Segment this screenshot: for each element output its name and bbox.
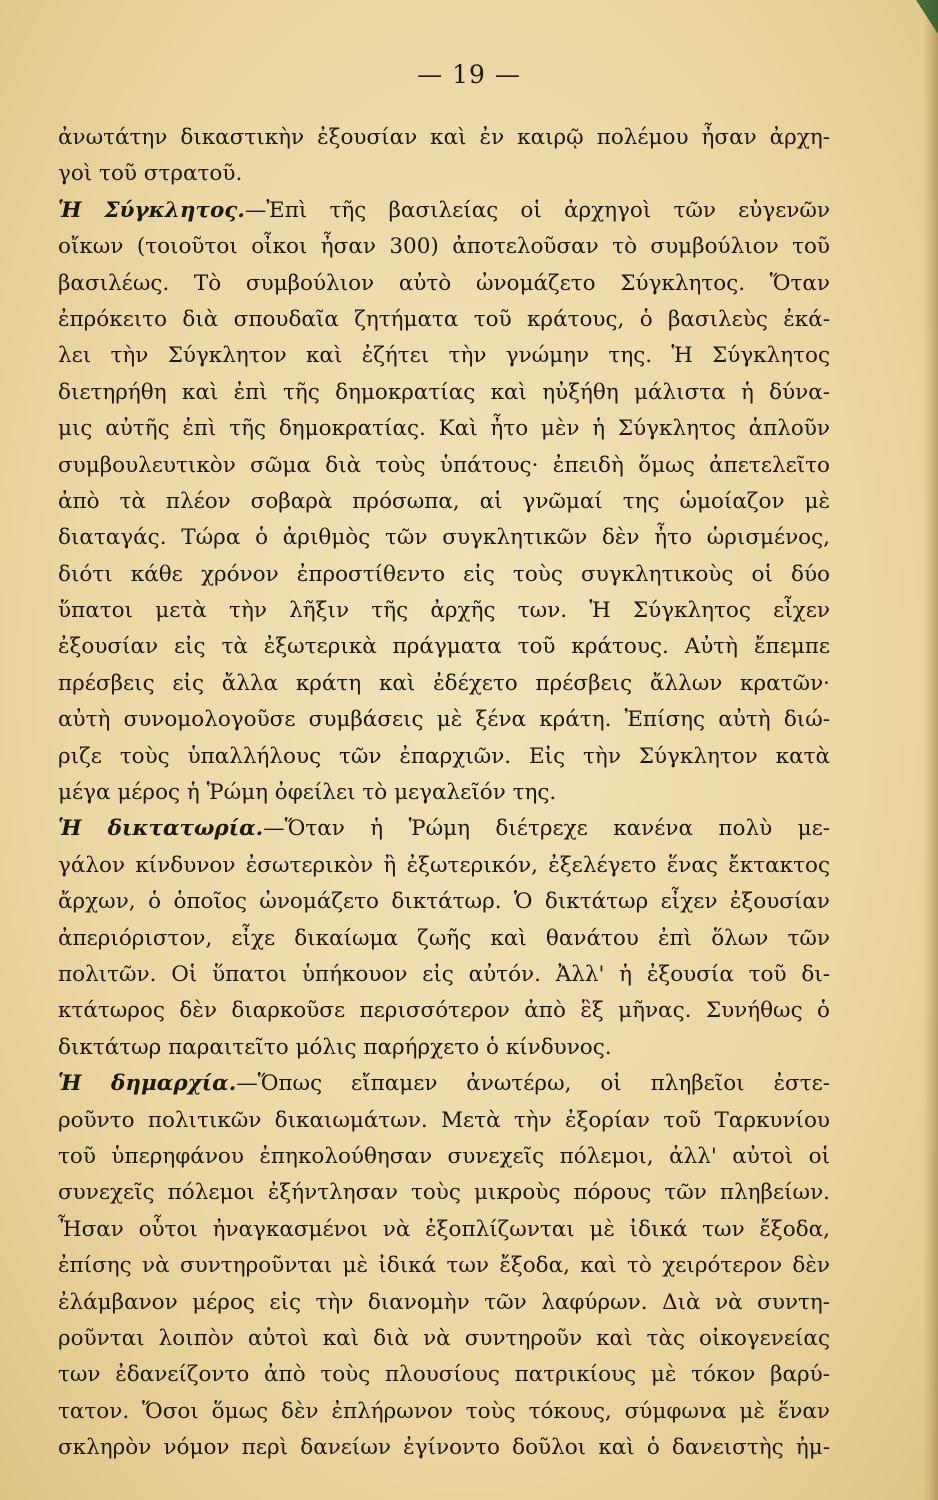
section-heading-dictatoria: Ἡ δικτατωρία. (58, 816, 264, 842)
text-line: ἀνωτάτην δικαστικὴν ἐξουσίαν καὶ ἐν καιρῷ πολέμου ἦσαν ἀρχη- (58, 125, 830, 150)
text-line-with-heading (58, 811, 830, 847)
text-line: ἐλάμβανον μέρος εἰς τὴν διανομὴν τῶν λαφύρων. Διὰ νὰ συντη- (58, 1289, 830, 1315)
text-line: ἀπὸ τὰ πλέον σοβαρὰ πρόσωπα, αἱ γνῶμαί της ὡμοίαζον μὲ (58, 488, 830, 514)
text-line: ροῦνται λοιπὸν αὐτοὶ καὶ διὰ νὰ συντηροῦν καὶ τὰς οἰκογενείας (58, 1325, 830, 1351)
text-line: συμβουλευτικὸν σῶμα διὰ τοὺς ὑπάτους· ἐπειδὴ ὅμως ἀπετελεῖτο (58, 452, 830, 478)
text-line: ἐξουσίαν εἰς τὰ ἐξωτερικὰ πράγματα τοῦ κράτους. Αὐτὴ ἔπεμπε (58, 634, 830, 660)
text-line: βασιλέως. Τὸ συμβούλιον αὐτὸ ὠνομάζετο Σύγκλητος. Ὅταν (58, 270, 830, 296)
text-line: ὕπατοι μετὰ τὴν λῆξιν τῆς ἀρχῆς των. Ἡ Σύγκλητος εἶχεν (58, 598, 830, 624)
text-line: σκληρὸν νόμον περὶ δανείων ἐγίνοντο δοῦλοι καὶ ὁ δανειστὴς ἠμ- (58, 1435, 830, 1461)
text-line: τατον. Ὅσοι ὅμως δὲν ἐπλήρωνον τοὺς τόκους, σύμφωνα μὲ ἕναν (58, 1398, 830, 1424)
corner-tab-mark (916, 0, 938, 34)
text-line: πρέσβεις εἰς ἄλλα κράτη καὶ ἐδέχετο πρέσβεις ἄλλων κρατῶν· (58, 670, 830, 696)
text-line: ροῦντο πολιτικῶν δικαιωμάτων. Μετὰ τὴν ἐξορίαν τοῦ Ταρκυνίου (58, 1107, 830, 1133)
text-line-with-heading (58, 1066, 830, 1102)
text-line: συνεχεῖς πόλεμοι ἐξήντλησαν τοὺς μικροὺς πόρους τῶν πληβείων. (58, 1180, 830, 1206)
text-line: των ἐδανείζοντο ἀπὸ τοὺς πλουσίους πατρικίους μὲ τόκον βαρύ- (58, 1362, 830, 1388)
page-edge-shadow (924, 0, 938, 1500)
text-line: δικτάτωρ παραιτεῖτο μόλις παρήρχετο ὁ κίνδυνος. (58, 1034, 612, 1060)
text-line: Ἦσαν οὗτοι ἠναγκασμένοι νὰ ἐξοπλίζωνται μὲ ἰδικά των ἔξοδα, (58, 1216, 830, 1242)
text-line: λει τὴν Σύγκλητον καὶ ἐζήτει τὴν γνώμην της. Ἡ Σύγκλητος (58, 343, 830, 369)
text-line: οἴκων (τοιοῦτοι οἶκοι ἦσαν 300) ἀποτελοῦσαν τὸ συμβούλιον τοῦ (58, 234, 830, 260)
text-line: ριζε τοὺς ὑπαλλήλους τῶν ἐπαρχιῶν. Εἰς τὴν Σύγκλητον κατὰ (58, 743, 830, 769)
text-line: ἀπεριόριστον, εἶχε δικαίωμα ζωῆς καὶ θανάτου ἐπὶ ὅλων τῶν (58, 925, 830, 951)
text-line: μις αὐτῆς ἐπὶ τῆς δημοκρατίας. Καὶ ἦτο μὲν ἡ Σύγκλητος ἁπλοῦν (58, 416, 830, 442)
text-line: ἐπίσης νὰ συντηροῦνται μὲ ἰδικά των ἔξοδα, καὶ τὸ χειρότερον δὲν (58, 1253, 830, 1279)
body-text (58, 120, 830, 1466)
text-line: κτάτωρος δὲν διαρκοῦσε περισσότερον ἀπὸ ἓξ μῆνας. Συνήθως ὁ (58, 998, 830, 1024)
text-line-with-heading (58, 193, 830, 229)
section-heading-dimarchia: Ἡ δημαρχία. (58, 1071, 237, 1097)
text-line-rest: —Ὅπως εἴπαμεν ἀνωτέρω, οἱ πληβεῖοι ἐστε- (236, 1071, 830, 1097)
text-line-rest: —Ὅταν ἡ Ῥώμη διέτρεχε κανένα πολὺ με- (263, 816, 830, 842)
text-line-rest: —Ἐπὶ τῆς βασιλείας οἱ ἀρχηγοὶ τῶν εὐγενῶν (244, 197, 830, 223)
text-line: τοῦ ὑπερηφάνου ἐπηκολούθησαν συνεχεῖς πόλεμοι, ἀλλ' αὐτοὶ οἱ (58, 1143, 830, 1169)
text-line: διετηρήθη καὶ ἐπὶ τῆς δημοκρατίας καὶ ηὐξήθη μάλιστα ἡ δύνα- (58, 379, 830, 405)
text-line: διότι κάθε χρόνον ἐπροστίθεντο εἰς τοὺς συγκλητικοὺς οἱ δύο (58, 561, 830, 587)
text-line: μέγα μέρος ἡ Ῥώμη ὀφείλει τὸ μεγαλεῖόν της. (58, 780, 557, 806)
text-line: ἐπρόκειτο διὰ σπουδαῖα ζητήματα τοῦ κράτους, ὁ βασιλεὺς ἐκά- (58, 306, 830, 332)
text-line: διαταγάς. Τώρα ὁ ἀριθμὸς τῶν συγκλητικῶν δὲν ἦτο ὡρισμένος, (58, 525, 830, 551)
text-line: γοὶ τοῦ στρατοῦ. (58, 161, 243, 187)
section-heading-synkletos: Ἡ Σύγκλητος. (58, 197, 245, 223)
page-number: — 19 — (417, 60, 521, 89)
text-line: πολιτῶν. Οἱ ὕπατοι ὑπήκουον εἰς αὐτόν. Ἀλλ' ἡ ἐξουσία τοῦ δι- (58, 961, 830, 987)
text-line: γάλον κίνδυνον ἐσωτερικὸν ἢ ἐξωτερικόν, ἐξελέγετο ἕνας ἔκτακτος (58, 852, 830, 878)
text-line: ἄρχων, ὁ ὁποῖος ὠνομάζετο δικτάτωρ. Ὁ δικτάτωρ εἶχεν ἐξουσίαν (58, 889, 830, 915)
text-line: αὐτὴ συνομολογοῦσε συμβάσεις μὲ ξένα κράτη. Ἐπίσης αὐτὴ διώ- (58, 707, 830, 733)
